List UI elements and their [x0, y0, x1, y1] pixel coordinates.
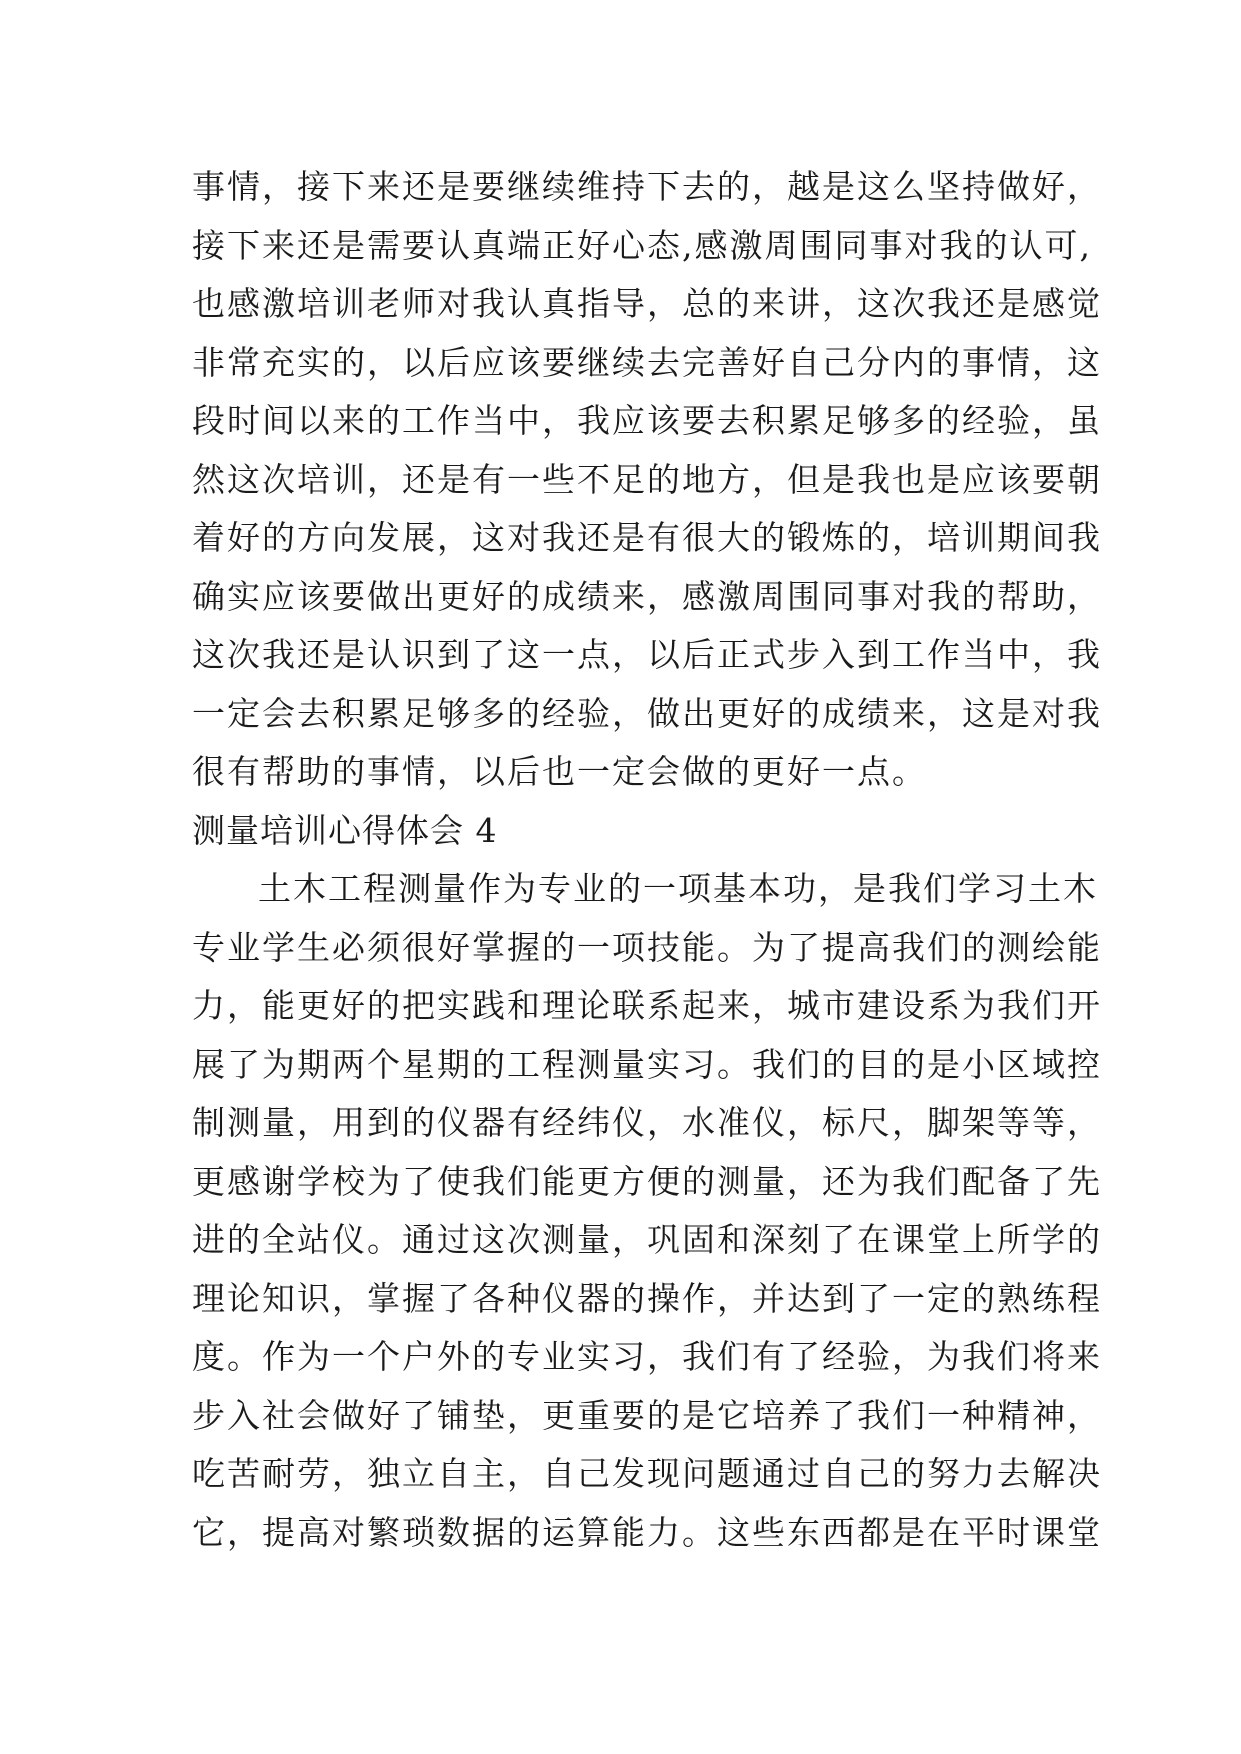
section-line-2: 专业学生必须很好掌握的一项技能。为了提高我们的测绘能: [192, 927, 1102, 967]
section-line-4: 展了为期两个星期的工程测量实习。我们的目的是小区域控: [192, 1044, 1102, 1084]
section-line-3: 力，能更好的把实践和理论联系起来，城市建设系为我们开: [192, 986, 1102, 1025]
paragraph-line-7: 着好的方向发展，这对我还是有很大的锻炼的，培训期间我: [192, 518, 1102, 557]
paragraph-line-1: 事情，接下来还是要继续维持下去的，越是这么坚持做好，: [192, 167, 1102, 206]
document-body: [192, 158, 1102, 1562]
section-line-6: 更感谢学校为了使我们能更方便的测量，还为我们配备了先: [192, 1161, 1102, 1201]
section-line-11: 吃苦耐劳，独立自主，自己发现问题通过自己的努力去解决: [192, 1454, 1102, 1493]
section-line-5: 制测量，用到的仪器有经纬仪，水准仪，标尺，脚架等等，: [192, 1103, 1102, 1142]
paragraph-line-8: 确实应该要做出更好的成绩来，感激周围同事对我的帮助，: [192, 576, 1102, 616]
paragraph-line-6: 然这次培训，还是有一些不足的地方，但是我也是应该要朝: [192, 459, 1102, 499]
paragraph-line-2: 接下来还是需要认真端正好心态,感激周围同事对我的认可,: [192, 225, 1092, 265]
section-heading: 测量培训心得体会 4: [192, 810, 498, 850]
section-line-7: 进的全站仪。通过这次测量，巩固和深刻了在课堂上所学的: [192, 1220, 1102, 1259]
section-line-12: 它，提高对繁琐数据的运算能力。这些东西都是在平时课堂: [192, 1512, 1102, 1552]
paragraph-line-9: 这次我还是认识到了这一点，以后正式步入到工作当中，我: [192, 635, 1102, 674]
section-line-9: 度。作为一个户外的专业实习，我们有了经验，为我们将来: [192, 1337, 1102, 1376]
paragraph-line-11: 很有帮助的事情，以后也一定会做的更好一点。: [192, 752, 927, 791]
paragraph-line-5: 段时间以来的工作当中，我应该要去积累足够多的经验，虽: [192, 401, 1102, 440]
paragraph-line-10: 一定会去积累足够多的经验，做出更好的成绩来，这是对我: [192, 693, 1102, 733]
paragraph-line-3: 也感激培训老师对我认真指导，总的来讲，这次我还是感觉: [192, 284, 1102, 323]
section-line-1: 土木工程测量作为专业的一项基本功，是我们学习土木: [258, 869, 1098, 908]
paragraph-line-4: 非常充实的，以后应该要继续去完善好自己分内的事情，这: [192, 342, 1102, 382]
section-line-8: 理论知识，掌握了各种仪器的操作，并达到了一定的熟练程: [192, 1278, 1102, 1318]
section-line-10: 步入社会做好了铺垫，更重要的是它培养了我们一种精神，: [192, 1395, 1102, 1435]
